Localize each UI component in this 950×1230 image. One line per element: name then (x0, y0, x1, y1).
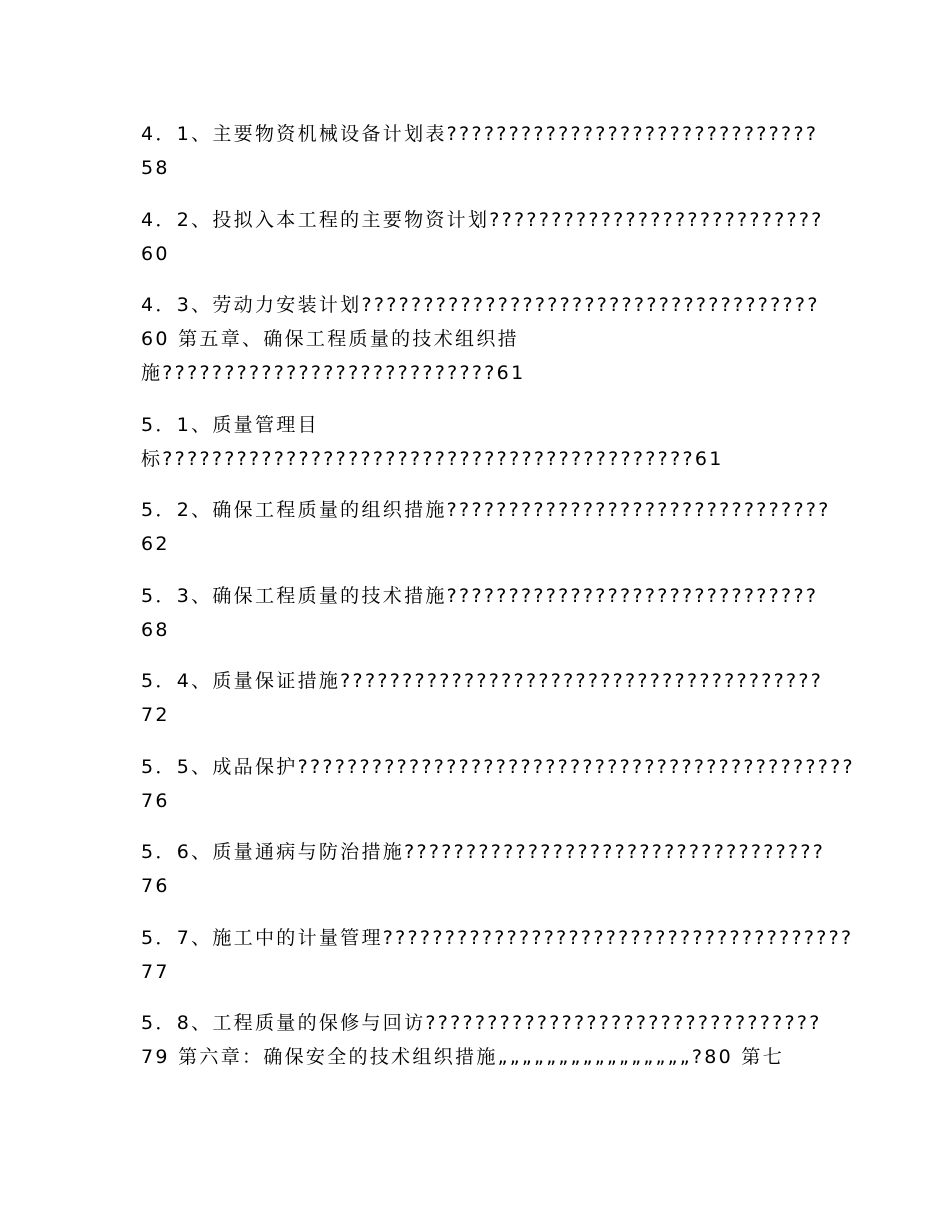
toc-entry-line: 5．8、工程质量的保修与回访???????????????????????????????? (141, 1012, 822, 1034)
toc-entry-line: 施???????????????????????????61 (141, 362, 526, 384)
toc-entry-line: 60 (141, 242, 170, 265)
toc-entry-line: 5．5、成品保护????????????????????????????????????????????? (141, 755, 855, 778)
toc-entry[interactable] (141, 921, 854, 989)
toc-entry-line: 76 (141, 789, 170, 812)
toc-entry[interactable] (141, 664, 831, 732)
toc-entry-line: 62 (141, 533, 170, 555)
toc-entry[interactable] (141, 117, 831, 185)
toc-entry-line: 77 (141, 960, 170, 983)
toc-entry[interactable] (141, 579, 831, 647)
toc-entry-line: 4．1、主要物资机械设备计划表?????????????????????????????? (141, 123, 819, 145)
toc-entry-line: 4．3、劳动力安装计划????????????????????????????????????? (141, 294, 820, 316)
toc-entry-line: 5．2、确保工程质量的组织措施??????????????????????????????? (141, 499, 831, 521)
toc-entry[interactable] (141, 750, 855, 818)
toc-entry-line: 5．1、质量管理目 (141, 413, 319, 436)
toc-entry-line: 5．7、施工中的计量管理?????????????????????????????????????? (141, 926, 854, 949)
toc-entry[interactable] (141, 835, 831, 903)
table-of-contents (141, 117, 855, 1092)
toc-entry-line: 5．4、质量保证措施??????????????????????????????????????? (141, 670, 824, 692)
toc-entry-line: 58 (141, 157, 170, 179)
toc-entry-line: 72 (141, 704, 170, 726)
toc-entry-line: 76 (141, 875, 170, 897)
toc-entry-line: 4．2、投拟入本工程的主要物资计划??????????????????????????? (141, 208, 824, 231)
toc-entry[interactable] (141, 288, 831, 390)
toc-entry-line: 79 第六章：确保安全的技术组织措施„„„„„„„„„„„„„„„„?80 第七 (141, 1046, 785, 1068)
toc-entry[interactable] (141, 1006, 831, 1074)
toc-entry-line: 5．6、质量通病与防治措施?????????????????????????????????? (141, 841, 826, 863)
toc-entry[interactable] (141, 408, 831, 476)
toc-entry-line: 5．3、确保工程质量的技术措施?????????????????????????????? (141, 584, 819, 607)
toc-entry-line: 标???????????????????????????????????????????61 (141, 447, 724, 470)
toc-entry-line: 68 (141, 618, 170, 641)
toc-entry[interactable] (141, 493, 831, 561)
toc-entry-line: 60 第五章、确保工程质量的技术组织措 (141, 328, 519, 350)
toc-entry[interactable] (141, 203, 831, 271)
